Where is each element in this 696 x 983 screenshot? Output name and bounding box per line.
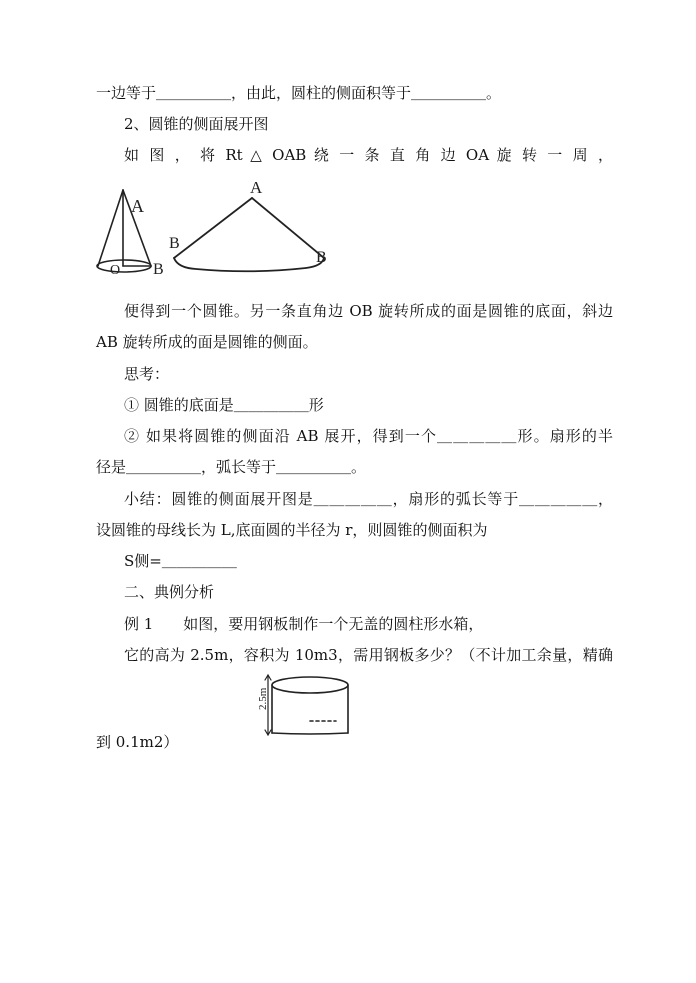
cone-label-o: O	[110, 263, 121, 278]
summary-line-2: 设圆锥的母线长为 L,底面圆的半径为 r，则圆锥的侧面积为	[96, 521, 488, 539]
text-line-1: 一边等于＿＿＿＿＿，由此，圆柱的侧面积等于＿＿＿＿＿。	[96, 84, 502, 102]
sector-figure	[166, 176, 338, 281]
summary-line-1: 小结：圆锥的侧面展开图是＿＿＿＿＿，扇形的弧长等于＿＿＿＿＿，	[124, 490, 613, 508]
example-1-line: 例 1 如图，要用钢板制作一个无盖的圆柱形水箱，	[124, 615, 484, 633]
cone-figure	[93, 178, 177, 288]
formula-line: S侧=＿＿＿＿＿	[124, 552, 237, 570]
section-heading-cone-net: 2、圆锥的侧面展开图	[124, 115, 269, 133]
sector-label-b-right: B	[316, 249, 327, 266]
question-2-cont: 径是＿＿＿＿＿，弧长等于＿＿＿＿＿。	[96, 458, 367, 476]
sector-label-a: A	[250, 178, 263, 197]
example-1-end: 到 0.1m2）	[96, 733, 179, 751]
text-line-4: 便得到一个圆锥。另一条直角边 OB 旋转所成的面是圆锥的底面，斜边	[124, 302, 613, 320]
cylinder-height-label: 2.5m	[257, 687, 269, 710]
think-heading: 思考：	[124, 365, 170, 383]
question-2: ② 如果将圆锥的侧面沿 AB 展开，得到一个＿＿＿＿＿形。扇形的半	[124, 427, 613, 445]
question-1: ① 圆锥的底面是＿＿＿＿＿形	[124, 396, 324, 414]
cylinder-figure	[240, 671, 360, 743]
cone-label-a: A	[131, 196, 144, 216]
sector-label-b-left: B	[169, 235, 180, 252]
cone-label-b: B	[153, 261, 164, 278]
section-heading-examples: 二、典例分析	[124, 583, 215, 601]
example-1-question: 它的高为 2.5m，容积为 10m3，需用钢板多少？（不计加工余量，精确	[124, 646, 613, 664]
text-line-3: 如 图 ， 将 Rt △ OAB 绕 一 条 直 角 边 OA 旋 转 一 周 ，	[124, 146, 613, 164]
text-line-5: AB 旋转所成的面是圆锥的侧面。	[96, 333, 318, 351]
